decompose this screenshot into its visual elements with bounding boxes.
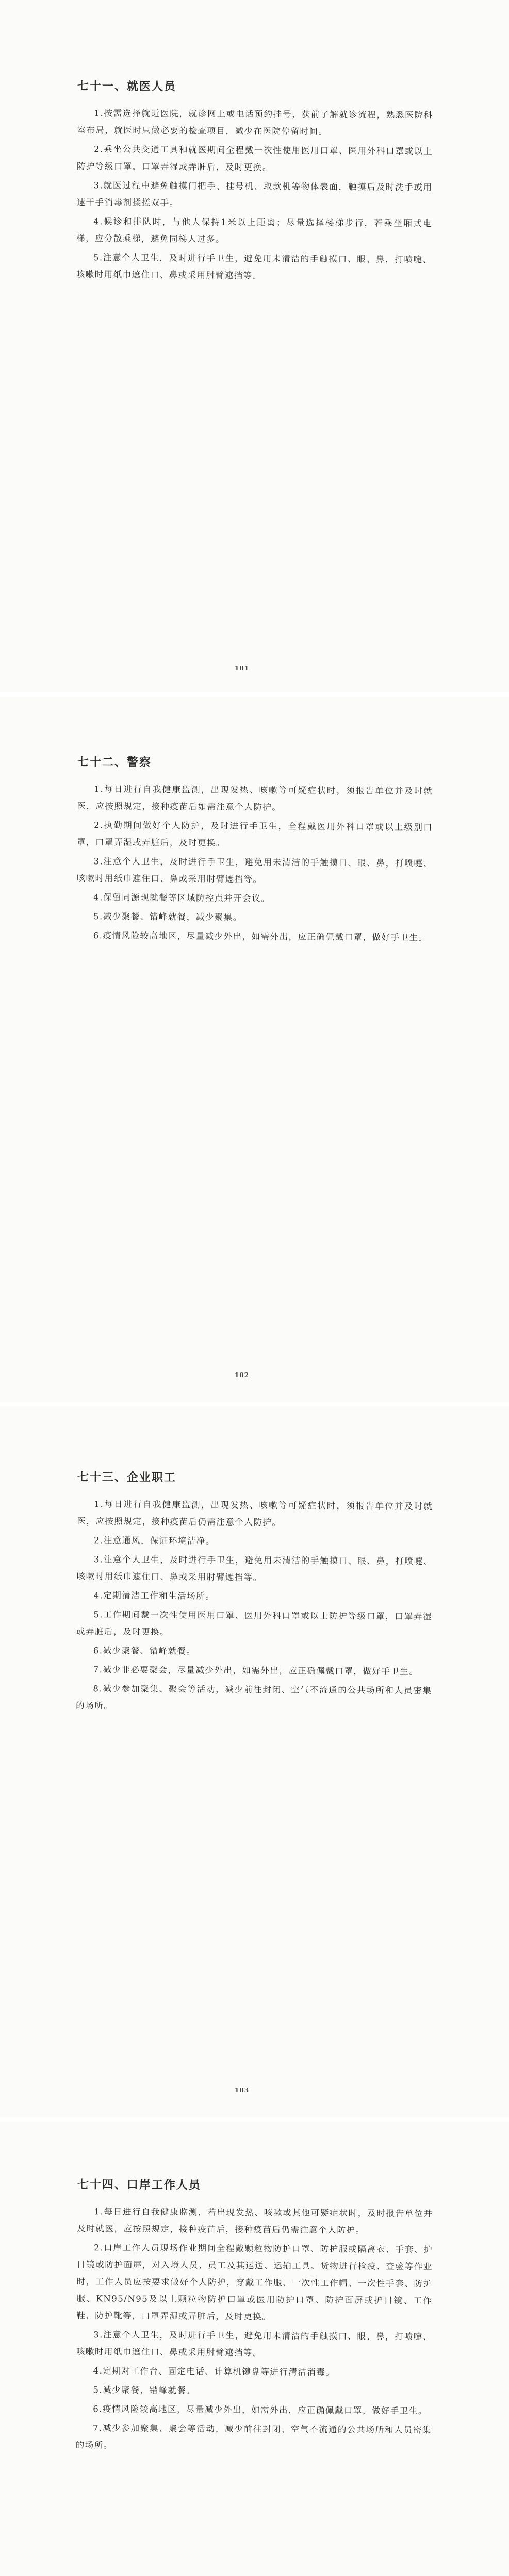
paragraph: 4.定期清洁工作和生活场所。 bbox=[93, 1590, 215, 1601]
paragraph: 5.工作期间戴一次性使用医用口罩、医用外科口罩或以上防护等级口罩，口罩弄湿或弄脏后，及时更换。 bbox=[76, 1609, 433, 1637]
section-heading: 七十三、企业职工 bbox=[77, 1470, 176, 1485]
page-content bbox=[76, 1468, 433, 1718]
paragraph: 2.乘坐公共交通工具和就医期间全程戴一次性使用医用口罩、医用外科口罩或以上防护等级口罩，口罩弄湿或弄脏后，及时更换。 bbox=[76, 144, 433, 173]
section-heading: 七十四、口岸工作人员 bbox=[77, 2178, 201, 2192]
paragraph: 2.口岸工作人员现场作业期间全程戴颗粒物防护口罩、防护服或隔离衣、手套、护目镜或防护面屏，对入境人员、员工及其运送、运输工具、货物进行检疫、查验等作业时，工作人员应按要求做好个人防护，穿戴工作服、一次性工作帽、一次性手套、防护服、KN95/N95及以上颗粒物防护口罩或医用防护口罩、防护面屏或护目镜、工作鞋、防护靴等，口罩弄湿或弄脏后，及时更换。 bbox=[76, 2243, 433, 2322]
paragraph: 4.候诊和排队时，与他人保持1米以上距离；尽量选择楼梯步行，若乘坐厢式电梯，应分散乘梯，避免同梯人过多。 bbox=[76, 216, 433, 244]
paragraph: 1.每日进行自我健康监测，若出现发热、咳嗽或其他可疑症状时，及时报告单位并及时就医，应按照规定，接种疫苗后，接种疫苗后仍需注意个人防护。 bbox=[77, 2207, 433, 2235]
document-page-1 bbox=[0, 0, 509, 692]
page-number: 103 bbox=[235, 2087, 250, 2094]
paragraph: 4.保留同源现就餐等区域防控点并开会议。 bbox=[93, 892, 271, 904]
page-separator bbox=[0, 2117, 509, 2122]
document-page-2 bbox=[0, 697, 509, 1402]
paragraph: 1.每日进行自我健康监测，出现发热、咳嗽等可疑症状时，须报告单位并及时就医，应按照规定，接种疫苗后仍需注意个人防护。 bbox=[77, 1499, 433, 1528]
paragraph: 3.就医过程中避免触摸门把手、挂号机、取款机等物体表面，触摸后及时洗手或用速干手消毒剂揉搓双手。 bbox=[76, 180, 433, 208]
section-heading: 七十一、就医人员 bbox=[77, 79, 176, 94]
paragraph: 7.减少参加聚集、聚会等活动，减少前往封闭、空气不流通的公共场所和人员密集的场所。 bbox=[75, 2423, 432, 2450]
paragraph: 6.疫情风险较高地区，尽量减少外出，如需外出，应正确佩戴口罩，做好手卫生。 bbox=[93, 930, 428, 943]
document-page-4 bbox=[0, 2122, 509, 2576]
paragraph: 5.减少聚餐、错峰就餐，减少聚集。 bbox=[93, 911, 242, 922]
paragraph: 3.注意个人卫生，及时进行手卫生，避免用未清洁的手触摸口、眼、鼻，打喷嚏、咳嗽时用纸巾遮住口、鼻或采用肘臂遮挡等。 bbox=[76, 2330, 433, 2358]
page-number: 101 bbox=[235, 665, 250, 672]
paragraph: 3.注意个人卫生，及时进行手卫生，避免用未清洁的手触摸口、眼、鼻，打喷嚏、咳嗽时用纸巾遮住口、鼻或采用肘臂遮挡等。 bbox=[76, 1554, 433, 1583]
page-content bbox=[76, 77, 433, 287]
section-heading: 七十二、警察 bbox=[77, 755, 152, 769]
paragraph: 6.疫情风险较高地区，尽量减少外出，如需外出，应正确佩戴口罩，做好手卫生。 bbox=[93, 2404, 428, 2416]
paragraph: 2.执勤期间做好个人防护，及时进行手卫生，全程戴医用外科口罩或以上级别口罩，口罩弄湿或弄脏后，及时更换。 bbox=[76, 820, 433, 848]
page-separator bbox=[0, 692, 509, 697]
page-content bbox=[76, 2176, 433, 2458]
paragraph: 6.减少聚餐、错峰就餐。 bbox=[93, 1646, 196, 1656]
paragraph: 4.定期对工作台、固定电话、计算机键盘等进行清洁消毒。 bbox=[93, 2366, 335, 2378]
paragraph: 3.注意个人卫生，及时进行手卫生，避免用未清洁的手触摸口、眼、鼻，打喷嚏、咳嗽时用纸巾遮住口、鼻或采用肘臂遮挡等。 bbox=[76, 856, 433, 885]
document-page-3 bbox=[0, 1406, 509, 2117]
paragraph: 5.减少聚餐、错峰就餐。 bbox=[93, 2385, 196, 2396]
paragraph: 8.减少参加聚集、聚会等活动，减少前往封闭、空气不流通的公共场所和人员密集的场所。 bbox=[76, 1684, 432, 1711]
paragraph: 2.注意通风，保证环境洁净。 bbox=[94, 1535, 215, 1546]
page-separator bbox=[0, 1402, 509, 1406]
page-content bbox=[76, 753, 433, 948]
paragraph: 7.减少非必要聚会，尽量减少外出，如需外出，应正确佩戴口罩，做好手卫生。 bbox=[93, 1665, 419, 1677]
page-number: 102 bbox=[235, 1371, 250, 1379]
paragraph: 1.按需选择就近医院，就诊网上或电话预约挂号，获前了解就诊流程，熟悉医院科室布局，就医时只做必要的检查项目，减少在医院停留时间。 bbox=[77, 108, 433, 137]
paragraph: 1.每日进行自我健康监测，出现发热、咳嗽等可疑症状时，须报告单位并及时就医，应按照规定，接种疫苗后如需注意个人防护。 bbox=[77, 784, 433, 812]
paragraph: 5.注意个人卫生，及时进行手卫生，避免用未清洁的手触摸口、眼、鼻，打喷嚏、咳嗽时用纸巾遮住口、鼻或采用肘臂遮挡等。 bbox=[76, 252, 432, 281]
